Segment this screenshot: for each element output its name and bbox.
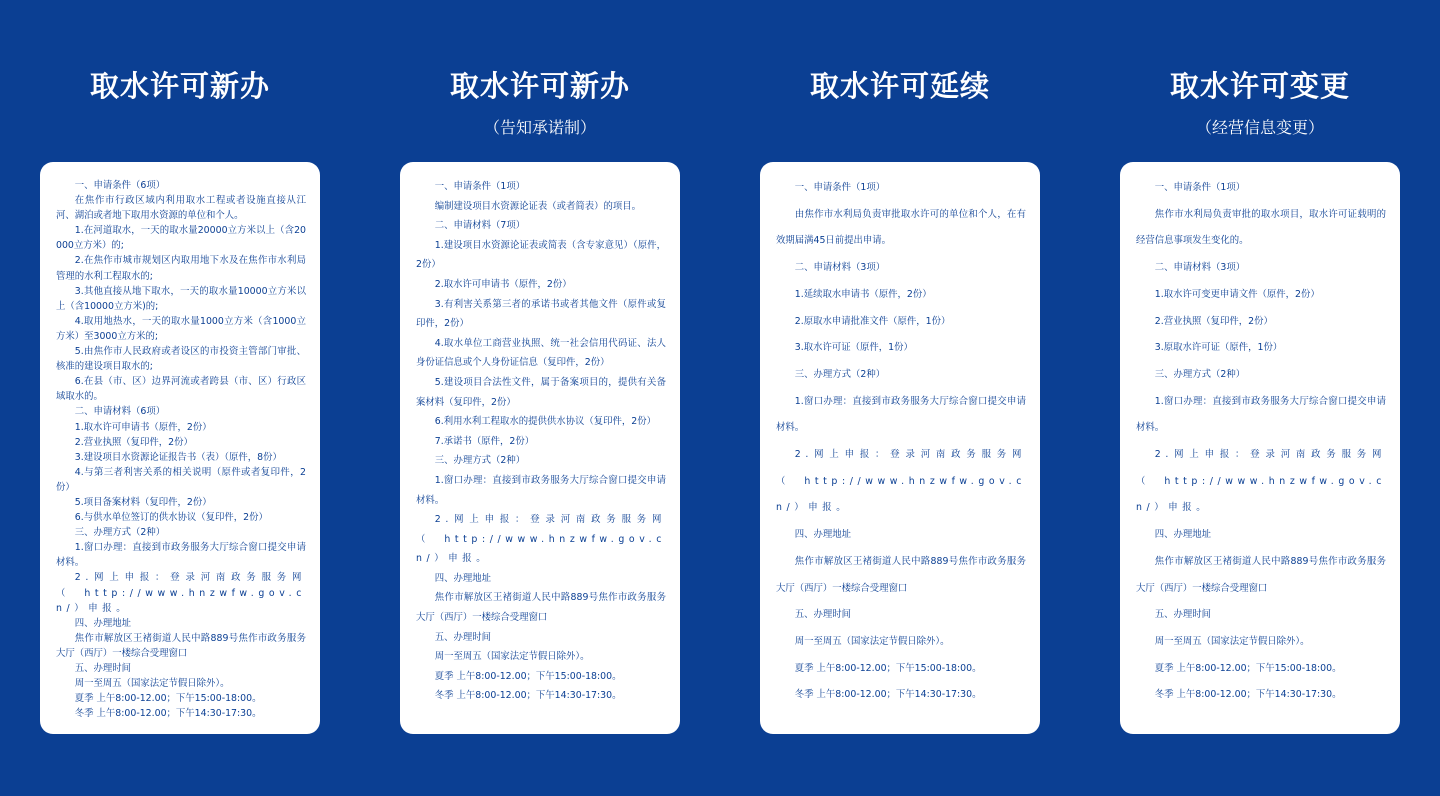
card-line: 1.延续取水申请书（原件，2份） bbox=[794, 288, 932, 300]
card-line: 冬季 上午8:00-12.00；下午14:30-17:30。 bbox=[434, 690, 622, 702]
card-line: 四、办理地址 bbox=[74, 617, 132, 629]
panel-title: 取水许可延续 bbox=[809, 69, 990, 103]
card-line: 2.原取水申请批准文件（原件，1份） bbox=[794, 315, 951, 327]
card-line: 焦作市水利局负责审批的取水项目，取水许可证载明的经营信息事项发生变化的。 bbox=[1136, 208, 1386, 247]
card-line: 1.窗口办理：直接到市政务服务大厅综合窗口提交申请材料。 bbox=[56, 542, 306, 569]
card-line: 一、申请条件（1项） bbox=[1154, 182, 1246, 193]
card-line: 2.网上申报：登录河南政务服务网（http://www.hnzwfw.gov.cn/）申报。 bbox=[416, 514, 666, 565]
card-body bbox=[56, 178, 306, 721]
card-line: 在焦作市行政区域内利用取水工程或者设施直接从江河、湖泊或者地下取用水资源的单位和个人。 bbox=[56, 195, 306, 222]
card-line: 3.原取水许可证（原件，1份） bbox=[1154, 342, 1283, 354]
card-line: 五、办理时间 bbox=[434, 631, 492, 643]
card-line: 3.取水许可证（原件，1份） bbox=[794, 342, 913, 354]
card-line: 5.项目备案材料（复印件，2份） bbox=[74, 496, 212, 508]
info-card bbox=[760, 162, 1040, 734]
card-line: 焦作市解放区王褚街道人民中路889号焦作市政务服务大厅（西厅）一楼综合受理窗口 bbox=[776, 555, 1026, 594]
card-line: 2.取水许可申请书（原件，2份） bbox=[434, 278, 572, 290]
card-line: 四、办理地址 bbox=[1154, 529, 1212, 541]
card-line: 三、办理方式（2种） bbox=[1154, 368, 1246, 380]
card-line: 由焦作市水利局负责审批取水许可的单位和个人，在有效期届满45日前提出申请。 bbox=[776, 208, 1026, 247]
card-line: 2.营业执照（复印件，2份） bbox=[74, 436, 193, 448]
card-line: 3.有利害关系第三者的承诺书或者其他文件（原件或复印件，2份） bbox=[416, 298, 666, 330]
card-line: 二、申请材料（3项） bbox=[1154, 262, 1246, 274]
card-line: 5.由焦作市人民政府或者设区的市投资主管部门审批、核准的建设项目取水的; bbox=[56, 346, 306, 373]
card-line: 周一至周五（国家法定节假日除外）。 bbox=[74, 678, 230, 690]
card-line: 1.取水许可申请书（原件，2份） bbox=[74, 421, 212, 433]
card-line: 四、办理地址 bbox=[434, 572, 492, 584]
card-body bbox=[776, 175, 1026, 709]
card-line: 夏季 上午8:00-12.00；下午15:00-18:00。 bbox=[1154, 662, 1342, 674]
card-line: 三、办理方式（2种） bbox=[74, 527, 166, 539]
card-line: 冬季 上午8:00-12.00；下午14:30-17:30。 bbox=[1154, 689, 1342, 701]
card-line: 1.取水许可变更申请文件（原件，2份） bbox=[1154, 288, 1320, 300]
card-line: 一、申请条件（6项） bbox=[74, 180, 166, 191]
card-line: 2.营业执照（复印件，2份） bbox=[1154, 315, 1273, 327]
card-line: 三、办理方式（2种） bbox=[434, 455, 526, 467]
card-line: 6.利用水利工程取水的提供供水协议（复印件，2份） bbox=[434, 416, 656, 428]
card-line: 焦作市解放区王褚街道人民中路889号焦作市政务服务大厅（西厅）一楼综合受理窗口 bbox=[416, 592, 666, 624]
card-line: 冬季 上午8:00-12.00；下午14:30-17:30。 bbox=[794, 689, 982, 701]
card-line: 3.建设项目水资源论证报告书（表）（原件，8份） bbox=[74, 451, 282, 463]
card-line: 冬季 上午8:00-12.00；下午14:30-17:30。 bbox=[74, 708, 262, 720]
card-line: 一、申请条件（1项） bbox=[434, 181, 526, 192]
card-line: 1.窗口办理：直接到市政务服务大厅综合窗口提交申请材料。 bbox=[416, 474, 666, 506]
card-line: 6.与供水单位签订的供水协议（复印件，2份） bbox=[74, 512, 268, 524]
card-line: 焦作市解放区王褚街道人民中路889号焦作市政务服务大厅（西厅）一楼综合受理窗口 bbox=[1136, 555, 1386, 594]
card-line: 周一至周五（国家法定节假日除外）。 bbox=[434, 651, 590, 663]
card-line: 1.窗口办理：直接到市政务服务大厅综合窗口提交申请材料。 bbox=[776, 395, 1026, 434]
panel-title: 取水许可新办 bbox=[449, 69, 630, 103]
card-line: 周一至周五（国家法定节假日除外）。 bbox=[1154, 635, 1310, 647]
card-line: 4.取用地热水，一天的取水量1000立方米（含1000立方米）至3000立方米的; bbox=[56, 315, 306, 342]
card-line: 夏季 上午8:00-12.00；下午15:00-18:00。 bbox=[434, 670, 622, 682]
card-line: 二、申请材料（6项） bbox=[74, 406, 166, 418]
card-line: 夏季 上午8:00-12.00；下午15:00-18:00。 bbox=[794, 662, 982, 674]
panel-subtitle: （经营信息变更） bbox=[1195, 118, 1324, 137]
card-line: 一、申请条件（1项） bbox=[794, 182, 886, 193]
card-line: 二、申请材料（3项） bbox=[794, 262, 886, 274]
card-line: 五、办理时间 bbox=[794, 609, 852, 621]
card-line: 2.网上申报：登录河南政务服务网（http://www.hnzwfw.gov.cn/）申报。 bbox=[776, 449, 1026, 514]
panel-subtitle: （告知承诺制） bbox=[483, 118, 596, 137]
card-line: 6.在县（市、区）边界河流或者跨县（市、区）行政区域取水的。 bbox=[56, 376, 306, 403]
card-line: 编制建设项目水资源论证表（或者简表）的项目。 bbox=[434, 200, 642, 212]
info-card bbox=[400, 162, 680, 734]
card-line: 2.在焦作市城市规划区内取用地下水及在焦作市水利局管理的水利工程取水的; bbox=[56, 255, 306, 282]
card-line: 五、办理时间 bbox=[1154, 609, 1212, 621]
card-line: 四、办理地址 bbox=[794, 529, 852, 541]
card-line: 周一至周五（国家法定节假日除外）。 bbox=[794, 635, 950, 647]
card-line: 1.建设项目水资源论证表或简表（含专家意见）（原件，2份） bbox=[416, 239, 666, 271]
panel-title: 取水许可新办 bbox=[89, 69, 270, 103]
card-line: 三、办理方式（2种） bbox=[794, 368, 886, 380]
card-line: 1.在河道取水，一天的取水量20000立方米以上（含20000立方米）的; bbox=[56, 225, 306, 252]
card-line: 焦作市解放区王褚街道人民中路889号焦作市政务服务大厅（西厅）一楼综合受理窗口 bbox=[56, 632, 306, 659]
card-line: 1.窗口办理：直接到市政务服务大厅综合窗口提交申请材料。 bbox=[1136, 395, 1386, 434]
card-body bbox=[1136, 175, 1386, 709]
card-body bbox=[416, 177, 666, 706]
card-line: 4.取水单位工商营业执照、统一社会信用代码证、法人身份证信息或个人身份证信息（复印件，2份） bbox=[416, 337, 666, 369]
card-line: 夏季 上午8:00-12.00；下午15:00-18:00。 bbox=[74, 693, 262, 705]
card-line: 二、申请材料（7项） bbox=[434, 220, 526, 232]
card-line: 5.建设项目合法性文件，属于备案项目的，提供有关备案材料（复印件，2份） bbox=[416, 376, 666, 408]
card-line: 五、办理时间 bbox=[74, 663, 132, 674]
card-line: 2.网上申报：登录河南政务服务网（http://www.hnzwfw.gov.cn/）申报。 bbox=[1136, 449, 1386, 514]
card-line: 7.承诺书（原件，2份） bbox=[434, 435, 535, 447]
panel-title: 取水许可变更 bbox=[1169, 69, 1350, 103]
info-card bbox=[1120, 162, 1400, 734]
card-line: 4.与第三者利害关系的相关说明（原件或者复印件，2份） bbox=[56, 466, 306, 493]
card-line: 2.网上申报：登录河南政务服务网（http://www.hnzwfw.gov.cn/）申报。 bbox=[56, 572, 306, 614]
info-card bbox=[40, 162, 320, 734]
card-line: 3.其他直接从地下取水，一天的取水量10000立方米以上（含10000立方米)的; bbox=[56, 285, 306, 312]
